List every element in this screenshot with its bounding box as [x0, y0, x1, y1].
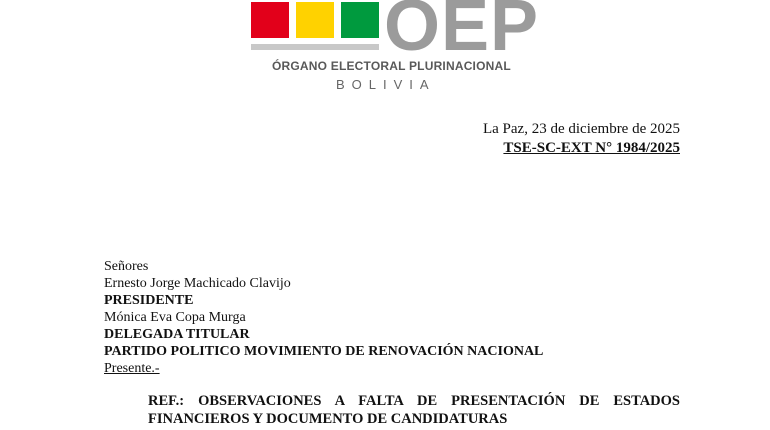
country-name: BOLIVIA — [336, 77, 436, 92]
flag-yellow-square — [296, 2, 334, 38]
organization-name: ÓRGANO ELECTORAL PLURINACIONAL — [272, 59, 511, 73]
addressee-name-2: Mónica Eva Copa Murga — [104, 310, 246, 325]
date-reference-block — [483, 120, 680, 158]
oep-logo — [0, 0, 770, 100]
reference-subject: REF.: OBSERVACIONES A FALTA DE PRESENTACIÓN DE ESTADOS FINANCIEROS Y DOCUMENTO DE CANDIDATURAS — [148, 393, 680, 427]
logo-acronym: OEP — [384, 0, 540, 66]
addressee-role-2: DELEGADA TITULAR — [104, 327, 250, 342]
logo-underline-bar — [251, 44, 379, 50]
presente-line: Presente.- — [104, 361, 160, 376]
addressee-block — [104, 258, 543, 377]
salutation: Señores — [104, 259, 149, 274]
flag-green-square — [341, 2, 379, 38]
addressee-name-1: Ernesto Jorge Machicado Clavijo — [104, 276, 291, 291]
addressee-role-1: PRESIDENTE — [104, 293, 194, 308]
flag-red-square — [251, 2, 289, 38]
document-number: TSE-SC-EXT N° 1984/2025 — [503, 140, 680, 156]
letter-date: La Paz, 23 de diciembre de 2025 — [482, 121, 680, 137]
party-name: PARTIDO POLITICO MOVIMIENTO DE RENOVACIÓN NACIONAL — [104, 344, 544, 359]
